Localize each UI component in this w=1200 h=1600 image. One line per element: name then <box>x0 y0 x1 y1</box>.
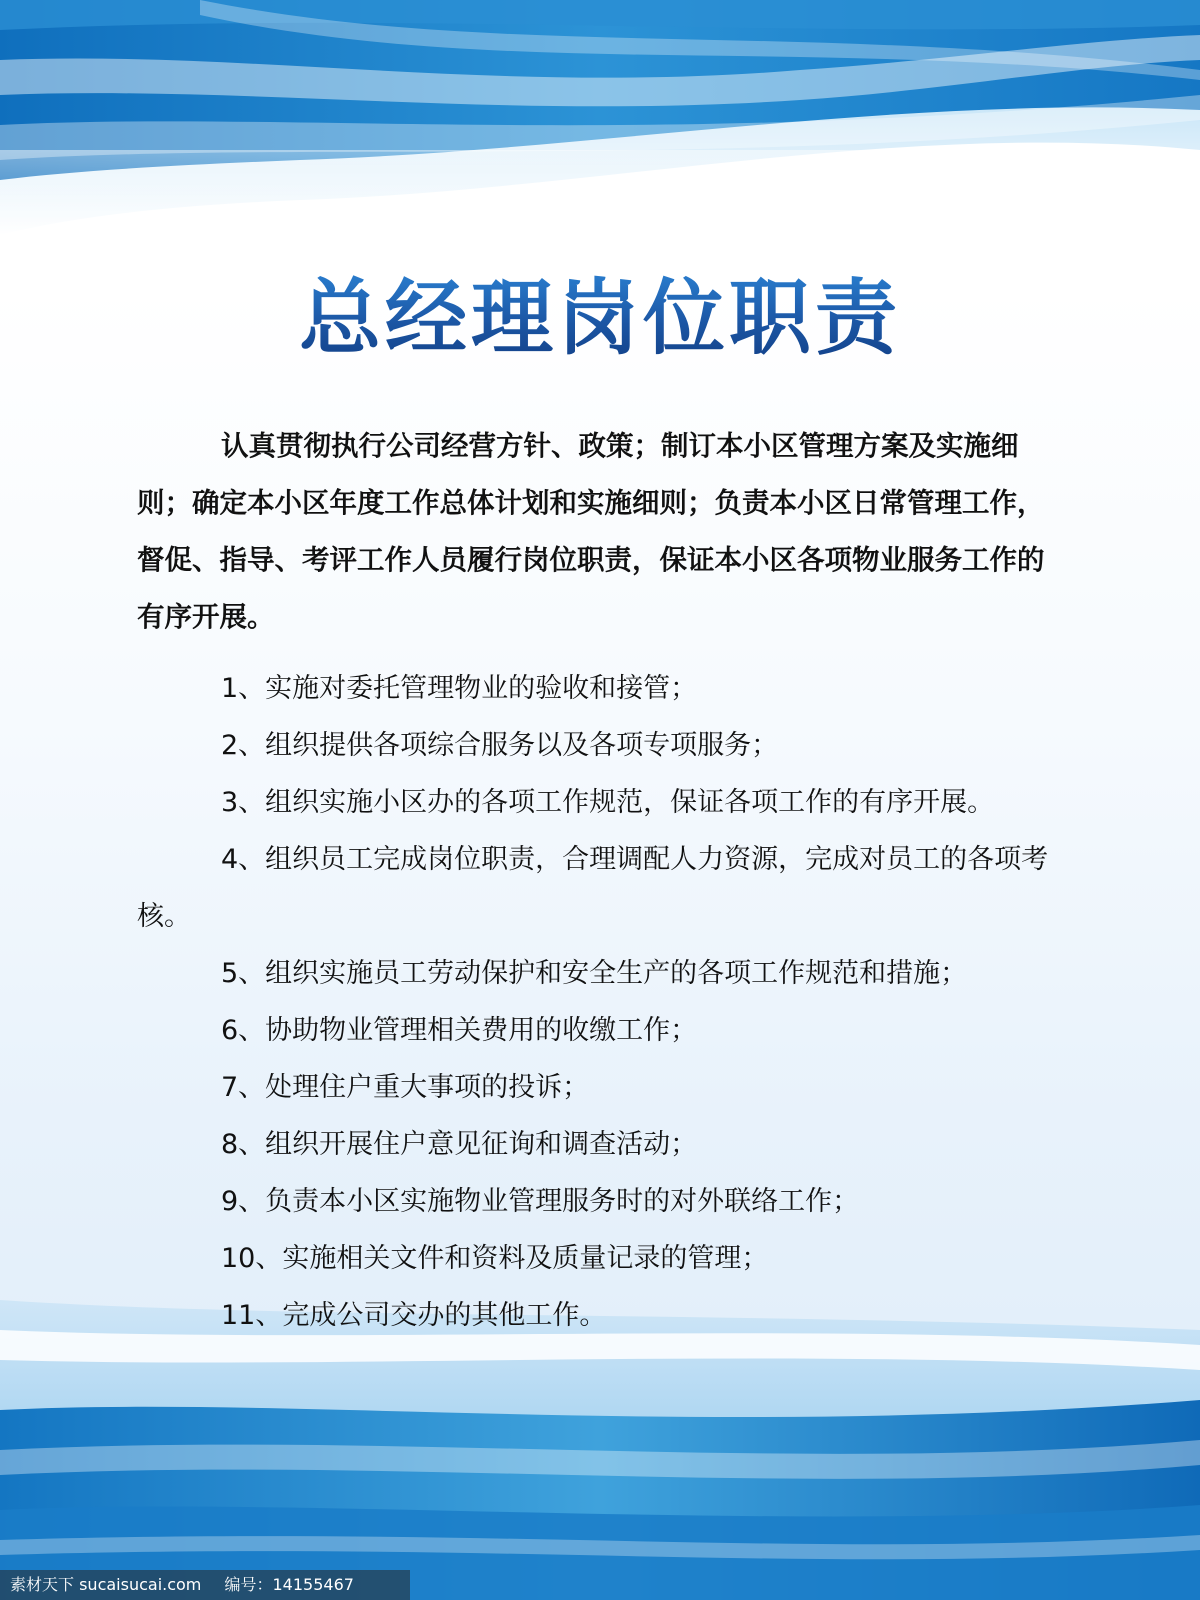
intro-paragraph: 认真贯彻执行公司经营方针、政策；制订本小区管理方案及实施细则；确定本小区年度工作总体计划和实施细则；负责本小区日常管理工作，督促、指导、考评工作人员履行岗位职责，保证本小区各项物业服务工作的有序开展。 <box>137 430 1045 633</box>
duty-item: 8、组织开展住户意见征询和调查活动； <box>221 1129 698 1160</box>
duty-item: 4、组织员工完成岗位职责，合理调配人力资源，完成对员工的各项考核。 <box>137 844 1049 932</box>
top-wave-decoration <box>0 0 1200 260</box>
bottom-wave-decoration <box>0 1300 1200 1600</box>
duty-item: 2、组织提供各项综合服务以及各项专项服务； <box>221 730 779 761</box>
watermark-bar <box>0 1570 410 1600</box>
duty-item: 9、负责本小区实施物业管理服务时的对外联络工作； <box>221 1186 860 1217</box>
duty-item: 5、组织实施员工劳动保护和安全生产的各项工作规范和措施； <box>221 958 968 989</box>
watermark-id: 编号：14155467 <box>224 1575 354 1594</box>
duty-item: 10、实施相关文件和资料及质量记录的管理； <box>221 1243 769 1274</box>
duty-item: 7、处理住户重大事项的投诉； <box>221 1072 590 1103</box>
duty-item: 11、完成公司交办的其他工作。 <box>221 1300 607 1331</box>
poster-title: 总经理岗位职责 <box>0 270 1200 368</box>
duty-item: 3、组织实施小区办的各项工作规范，保证各项工作的有序开展。 <box>221 787 995 818</box>
duty-content <box>137 418 1065 1344</box>
duty-item: 6、协助物业管理相关费用的收缴工作； <box>221 1015 698 1046</box>
watermark-site: 素材天下 sucaisucai.com <box>10 1575 202 1594</box>
duty-item: 1、实施对委托管理物业的验收和接管； <box>221 673 698 704</box>
